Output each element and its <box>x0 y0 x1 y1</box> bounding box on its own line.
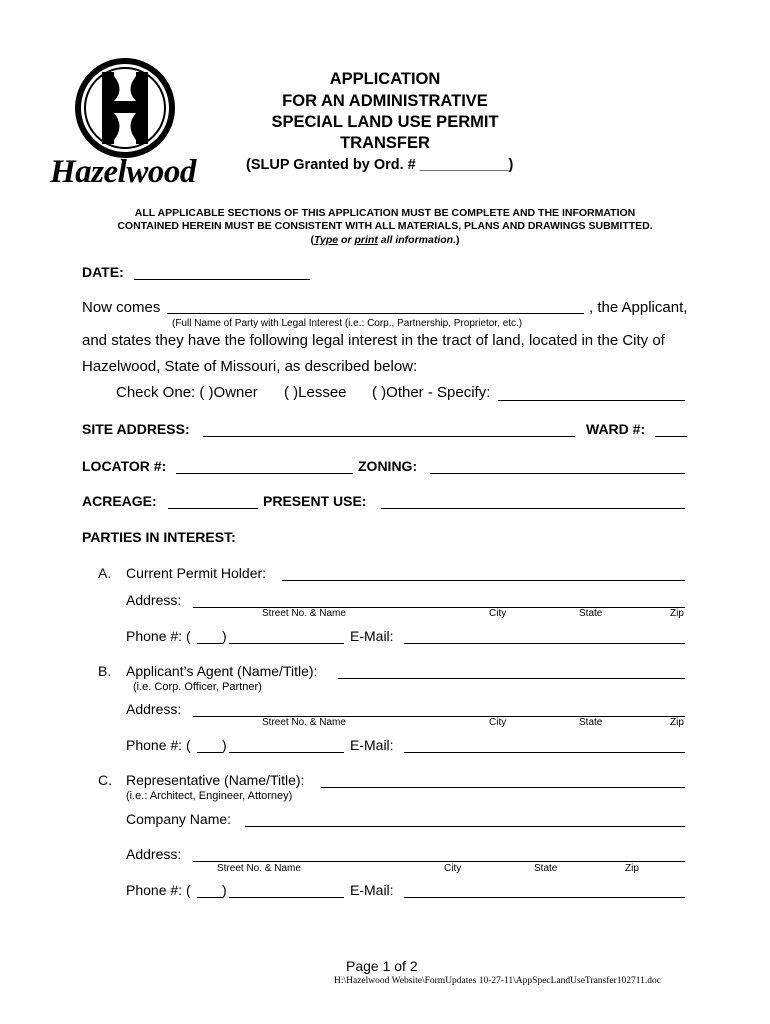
check-other-option[interactable]: ( )Other - Specify: <box>372 384 491 401</box>
party-c-email-label: E-Mail: <box>350 882 394 898</box>
page-number: Page 1 of 2 <box>346 958 418 974</box>
party-c-area-code-field[interactable] <box>197 883 223 898</box>
party-b-letter: B. <box>98 663 112 679</box>
party-b-address-field[interactable] <box>193 702 685 717</box>
title-line-2: FOR AN ADMINISTRATIVE <box>282 92 488 110</box>
party-c-zip-hint: Zip <box>625 863 639 874</box>
party-b-area-code-field[interactable] <box>197 738 223 753</box>
party-b-state-hint: State <box>579 717 603 728</box>
party-c-phone-label: Phone #: ( <box>126 882 191 898</box>
party-a-state-hint: State <box>579 608 603 619</box>
file-path-footer: H:\Hazelwood Website\FormUpdates 10-27-11\AppSpecLandUseTransfer102711.doc <box>334 976 662 986</box>
party-b-phone-close: ) <box>222 737 227 753</box>
party-b-city-hint: City <box>489 717 507 728</box>
company-name-label: Company Name: <box>126 811 232 827</box>
acreage-field[interactable] <box>168 494 258 509</box>
acreage-label: ACREAGE: <box>82 493 157 509</box>
notice-print-word: print <box>354 234 378 246</box>
party-b-email-field[interactable] <box>404 738 685 753</box>
party-a-phone-label: Phone #: ( <box>126 628 191 644</box>
company-name-field[interactable] <box>245 812 685 827</box>
party-c-state-hint: State <box>534 863 558 874</box>
notice-line-1: ALL APPLICABLE SECTIONS OF THIS APPLICATION MUST BE COMPLETE AND THE INFORMATION <box>134 207 636 219</box>
date-field[interactable] <box>134 265 310 280</box>
zoning-field[interactable] <box>430 459 685 474</box>
other-specify-field[interactable] <box>498 386 685 401</box>
party-a-street-hint: Street No. & Name <box>262 608 346 619</box>
party-a-address-label: Address: <box>126 592 182 608</box>
check-owner-option[interactable]: Check One: ( )Owner <box>116 384 258 401</box>
legal-interest-line-1: and states they have the following legal interest in the tract of land, located in the City of <box>82 332 665 349</box>
party-c-label: Representative (Name/Title): <box>126 772 305 788</box>
site-address-field[interactable] <box>203 422 575 437</box>
zoning-label: ZONING: <box>358 458 418 474</box>
ward-label: WARD #: <box>586 421 646 437</box>
party-c-address-field[interactable] <box>193 847 685 862</box>
applicants-agent-field[interactable] <box>338 664 685 679</box>
ward-field[interactable] <box>655 422 687 437</box>
locator-label: LOCATOR #: <box>82 458 167 474</box>
party-a-email-field[interactable] <box>404 629 685 644</box>
date-label: DATE: <box>82 264 124 280</box>
logo-wordmark: Hazelwood <box>50 154 196 190</box>
title-line-1: APPLICATION <box>329 70 441 88</box>
title-line-4: TRANSFER <box>340 134 430 152</box>
legal-interest-line-2: Hazelwood, State of Missouri, as described below: <box>82 358 418 375</box>
party-c-address-label: Address: <box>126 846 182 862</box>
party-a-zip-hint: Zip <box>670 608 684 619</box>
party-a-email-label: E-Mail: <box>350 628 394 644</box>
party-c-phone-field[interactable] <box>229 883 344 898</box>
notice-line-3: (Type or print all information.) <box>310 234 460 246</box>
now-comes-label: Now comes <box>82 299 161 316</box>
party-a-phone-close: ) <box>222 628 227 644</box>
party-a-letter: A. <box>98 565 112 581</box>
party-c-street-hint: Street No. & Name <box>217 863 301 874</box>
representative-field[interactable] <box>321 773 685 788</box>
slup-ordinance-line: (SLUP Granted by Ord. # ___________) <box>246 157 514 173</box>
party-a-phone-field[interactable] <box>229 629 344 644</box>
the-applicant-label: , the Applicant, <box>589 299 688 316</box>
party-b-hint: (i.e. Corp. Officer, Partner) <box>133 681 262 693</box>
party-c-letter: C. <box>98 772 112 788</box>
party-a-area-code-field[interactable] <box>197 629 223 644</box>
title-line-3: SPECIAL LAND USE PERMIT <box>271 113 499 131</box>
party-b-phone-field[interactable] <box>229 738 344 753</box>
party-b-phone-label: Phone #: ( <box>126 737 191 753</box>
locator-field[interactable] <box>176 459 353 474</box>
parties-in-interest-heading: PARTIES IN INTEREST: <box>82 529 236 545</box>
party-b-address-label: Address: <box>126 701 182 717</box>
party-c-city-hint: City <box>444 863 462 874</box>
party-a-address-field[interactable] <box>193 593 685 608</box>
party-b-label: Applicant’s Agent (Name/Title): <box>126 663 318 679</box>
hazelwood-logo <box>44 58 209 198</box>
check-lessee-option[interactable]: ( )Lessee <box>284 384 347 401</box>
party-a-city-hint: City <box>489 608 507 619</box>
present-use-label: PRESENT USE: <box>263 493 367 509</box>
party-c-hint: (i.e.: Architect, Engineer, Attorney) <box>126 790 293 802</box>
present-use-field[interactable] <box>381 494 685 509</box>
notice-line-2: CONTAINED HEREIN MUST BE CONSISTENT WITH ALL MATERIALS, PLANS AND DRAWINGS SUBMITTED. <box>117 220 653 232</box>
current-permit-holder-field[interactable] <box>282 566 685 581</box>
full-name-hint: (Full Name of Party with Legal Interest (i.e.: Corp., Partnership, Proprietor, etc.) <box>172 318 523 329</box>
party-c-phone-close: ) <box>222 882 227 898</box>
party-c-email-field[interactable] <box>404 883 685 898</box>
applicant-name-field[interactable] <box>167 299 584 314</box>
party-b-street-hint: Street No. & Name <box>262 717 346 728</box>
party-b-zip-hint: Zip <box>670 717 684 728</box>
party-b-email-label: E-Mail: <box>350 737 394 753</box>
party-a-label: Current Permit Holder: <box>126 565 267 581</box>
site-address-label: SITE ADDRESS: <box>82 421 190 437</box>
notice-type-word: Type <box>314 234 339 246</box>
